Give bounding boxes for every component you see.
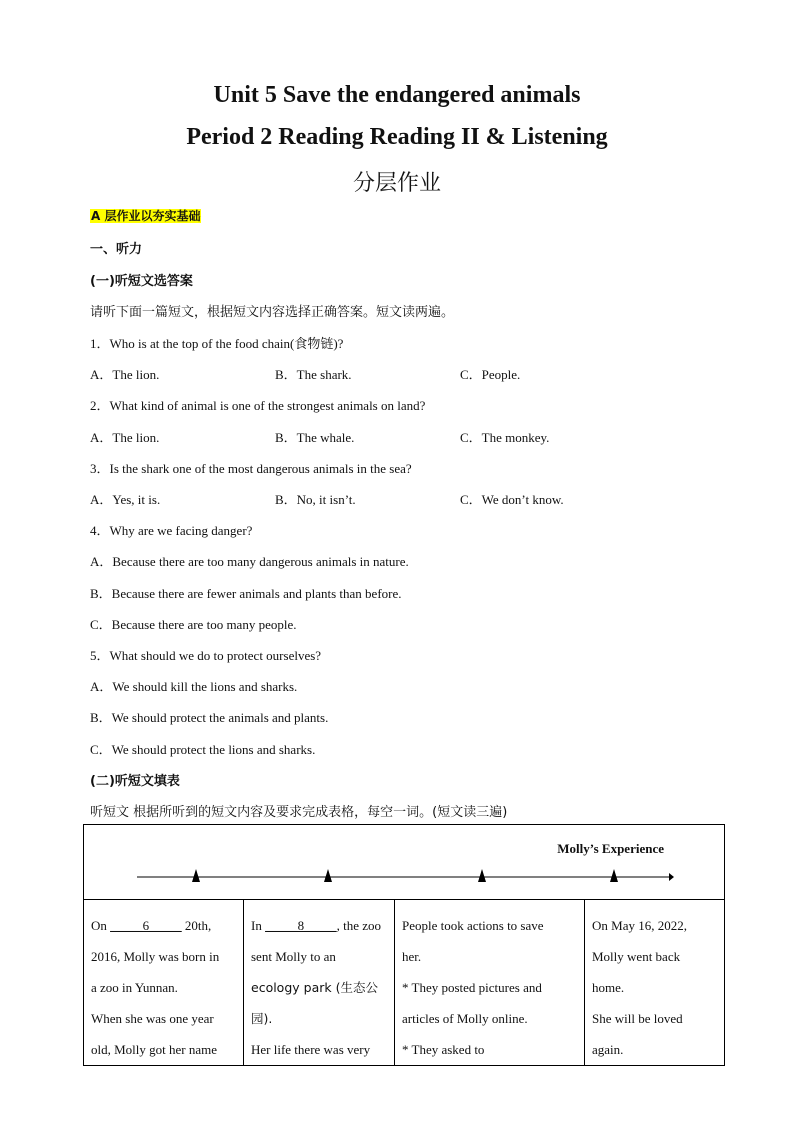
timeline-arrowhead [669, 873, 674, 881]
q3-option-b: B．No, it isn’t. [275, 492, 356, 507]
q1-option-c: C．People. [460, 367, 521, 382]
q2-option-b: B．The whale. [275, 430, 355, 445]
highlight-label: A 层作业以夯实基础 [91, 209, 201, 223]
q1-option-a: A．The lion. [90, 367, 160, 382]
page-subtitle: Period 2 Reading Reading II & Listening [186, 124, 608, 150]
page-title: Unit 5 Save the endangered animals [213, 82, 581, 108]
timeline-marker-1 [192, 869, 200, 882]
q1-option-b: B．The shark. [275, 367, 352, 382]
question-1: 1．Who is at the top of the food chain(食物链)? [90, 336, 344, 351]
q4-option-a: A．Because there are too many dangerous animals in nature. [90, 554, 409, 569]
part-one-heading: (一)听短文选答案 [90, 274, 193, 289]
timeline-marker-4 [610, 869, 618, 882]
q3-option-a: A．Yes, it is. [90, 492, 161, 507]
timeline-title: Molly’s Experience [557, 841, 664, 856]
table-cell-4: On May 16, 2022, Molly went back home. She will be loved again. [592, 918, 687, 1057]
timeline-graphic [84, 825, 724, 899]
table-cell-3: People took actions to save her. * They posted pictures and articles of Molly online. * They asked to [395, 900, 585, 1066]
q4-option-c: C．Because there are too many people. [90, 617, 297, 632]
section-listening: 一、听力 [90, 242, 143, 257]
timeline-marker-3 [478, 869, 486, 882]
q5-option-c: C．We should protect the lions and sharks. [90, 742, 316, 757]
question-2: 2．What kind of animal is one of the strongest animals on land? [90, 398, 426, 413]
question-3: 3．Is the shark one of the most dangerous animals in the sea? [90, 461, 412, 476]
part-two-heading: (二)听短文填表 [90, 774, 180, 789]
q5-option-a: A．We should kill the lions and sharks. [90, 679, 298, 694]
q2-option-a: A．The lion. [90, 430, 160, 445]
part-one-instruction: 请听下面一篇短文，根据短文内容选择正确答案。短文读两遍。 [90, 305, 455, 320]
q3-option-c: C．We don’t know. [460, 492, 564, 507]
level-a-label [90, 207, 201, 224]
table-cell-2: In _____8_____, the zoo sent Molly to an ecology park (生态公 园). Her life there was very [244, 900, 395, 1066]
page-heading: 分层作业 [352, 171, 441, 196]
question-4: 4．Why are we facing danger? [90, 523, 253, 538]
table-cell-1: On _____6_____ 20th, 2016, Molly was born in a zoo in Yunnan. When she was one year old, Molly got her name [84, 900, 244, 1066]
experience-table [83, 824, 725, 1066]
blank-8[interactable]: _____8_____ [265, 918, 337, 933]
timeline-marker-2 [324, 869, 332, 882]
q2-option-c: C．The monkey. [460, 430, 550, 445]
part-two-instruction: 听短文 根据所听到的短文内容及要求完成表格，每空一词。(短文读三遍) [90, 805, 508, 820]
question-5: 5．What should we do to protect ourselves? [90, 648, 322, 663]
blank-6[interactable]: _____6_____ [110, 918, 182, 933]
q4-option-b: B．Because there are fewer animals and plants than before. [90, 586, 402, 601]
timeline-row [84, 825, 724, 900]
q5-option-b: B．We should protect the animals and plants. [90, 710, 329, 725]
